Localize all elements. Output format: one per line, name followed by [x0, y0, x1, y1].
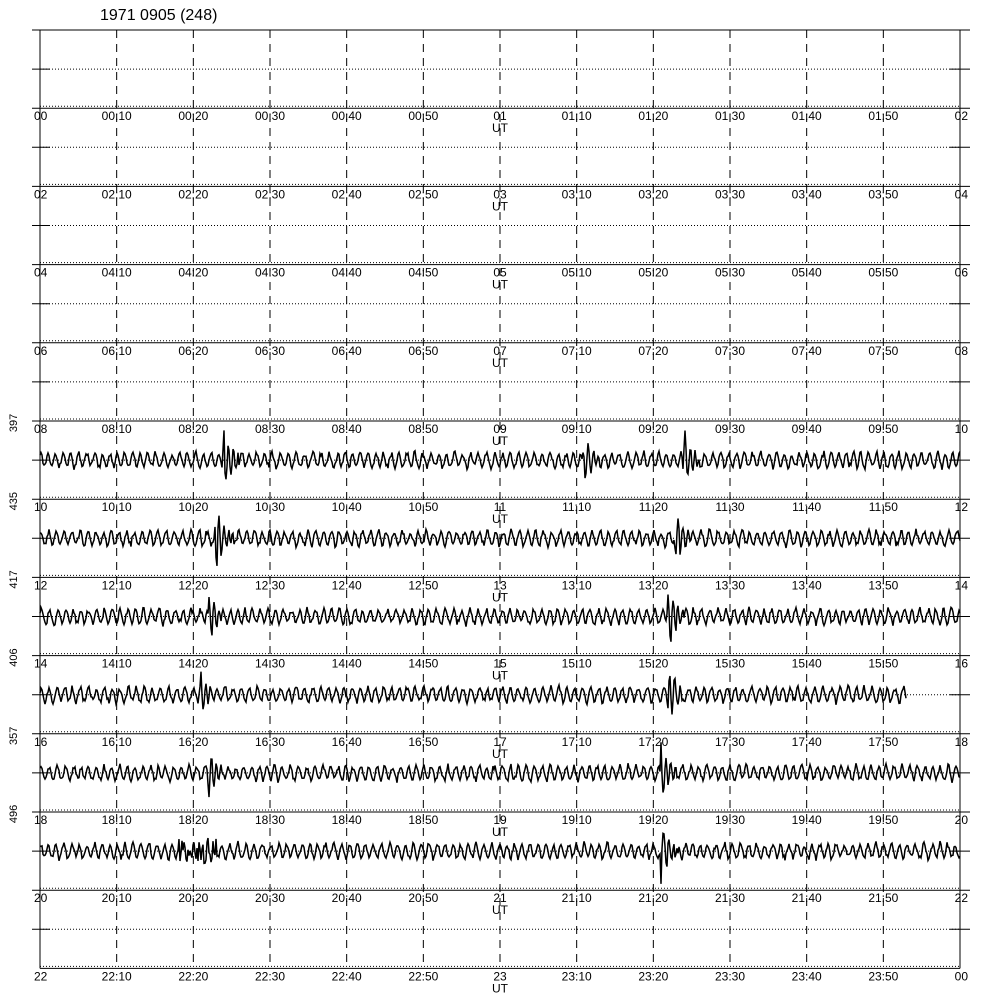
tick-label-row-4-10: 09:40	[791, 422, 822, 436]
tick-label-row-7-2: 14:20	[178, 656, 209, 671]
tick-label-row-8-2: 16:20	[178, 734, 209, 749]
amplitude-label-row-10: 496	[8, 804, 20, 824]
tick-label-row-3-1: 06:10	[101, 343, 132, 358]
tick-label-row-3-9: 07:30	[714, 343, 746, 358]
tick-label-row-11-11: 23:50	[868, 969, 899, 984]
tick-label-row-8-10: 17:40	[791, 734, 822, 749]
tick-label-row-11-7: 23:10	[561, 969, 592, 984]
tick-label-row-5-7: 11:10	[562, 500, 592, 515]
tick-label-row-1-9: 03:30	[714, 187, 746, 202]
tick-label-row-0-6: 01	[493, 109, 507, 124]
tick-label-row-3-4: 06:40	[331, 343, 362, 358]
tick-label-row-9-12: 20	[954, 813, 968, 827]
tick-label-row-0-0: 00	[34, 109, 48, 124]
axis-label-ut-row-2: UT	[492, 277, 508, 292]
tick-label-row-10-3: 20:30	[254, 891, 286, 906]
tick-label-row-10-4: 20:40	[331, 891, 362, 906]
tick-label-row-3-8: 07:20	[638, 343, 669, 358]
tick-label-row-10-8: 21:20	[638, 891, 669, 906]
tick-label-row-5-10: 11:40	[792, 500, 822, 515]
tick-label-row-3-5: 06:50	[408, 343, 439, 358]
axis-label-ut-row-4: UT	[492, 434, 508, 448]
tick-label-row-5-2: 10:20	[178, 500, 209, 515]
tick-label-row-2-9: 05:30	[714, 265, 746, 280]
tick-label-row-7-12: 16	[954, 656, 968, 671]
tick-label-row-0-5: 00:50	[408, 109, 439, 124]
tick-label-row-2-8: 05:20	[638, 265, 669, 280]
tick-label-row-7-7: 15:10	[561, 656, 592, 671]
tick-label-row-1-10: 03:40	[791, 187, 822, 202]
tick-label-row-10-0: 20	[34, 891, 48, 906]
tick-label-row-8-11: 17:50	[868, 734, 899, 749]
tick-label-row-5-12: 12	[954, 500, 968, 515]
tick-label-row-5-11: 11:50	[868, 500, 898, 515]
tick-label-row-9-10: 19:40	[791, 813, 822, 827]
trace-row-8	[40, 672, 906, 715]
tick-label-row-9-3: 18:30	[254, 813, 286, 827]
tick-label-row-7-10: 15:40	[791, 656, 822, 671]
tick-label-row-11-6: 23	[493, 969, 507, 984]
amplitude-label-row-6: 435	[8, 492, 20, 511]
tick-label-row-2-12: 06	[954, 265, 968, 280]
tick-label-row-5-0: 10	[34, 500, 48, 515]
tick-label-row-8-1: 16:10	[101, 734, 132, 749]
tick-label-row-1-5: 02:50	[408, 187, 439, 202]
tick-label-row-9-4: 18:40	[331, 813, 362, 827]
axis-label-ut-row-3: UT	[492, 355, 508, 370]
tick-label-row-4-3: 08:30	[254, 422, 286, 436]
tick-label-row-8-12: 18	[954, 734, 968, 749]
tick-label-row-6-3: 12:30	[254, 578, 286, 593]
tick-label-row-6-7: 13:10	[561, 578, 592, 593]
tick-label-row-0-9: 01:30	[714, 109, 746, 124]
amplitude-label-row-5: 397	[8, 413, 20, 433]
tick-label-row-0-11: 01:50	[868, 109, 899, 124]
axis-label-ut-row-9: UT	[492, 825, 508, 839]
tick-label-row-8-8: 17:20	[638, 734, 669, 749]
tick-label-row-6-10: 13:40	[791, 578, 822, 593]
tick-label-row-9-6: 19	[493, 813, 507, 827]
tick-label-row-3-10: 07:40	[791, 343, 822, 358]
tick-label-row-3-11: 07:50	[868, 343, 899, 358]
tick-label-row-1-8: 03:20	[638, 187, 669, 202]
tick-label-row-3-3: 06:30	[254, 343, 286, 358]
axis-label-ut-row-10: UT	[492, 903, 508, 918]
tick-label-row-6-5: 12:50	[408, 578, 439, 593]
tick-label-row-11-1: 22:10	[101, 969, 132, 984]
tick-label-row-4-1: 08:10	[101, 422, 132, 436]
tick-label-row-7-1: 14:10	[101, 656, 132, 671]
tick-label-row-4-8: 09:20	[638, 422, 669, 436]
tick-label-row-7-11: 15:50	[868, 656, 899, 671]
tick-label-row-11-10: 23:40	[791, 969, 822, 984]
axis-label-ut-row-8: UT	[492, 746, 508, 761]
tick-label-row-5-6: 11	[493, 500, 507, 515]
tick-label-row-9-8: 19:20	[638, 813, 669, 827]
tick-label-row-1-2: 02:20	[178, 187, 209, 202]
tick-label-row-2-4: 04:40	[331, 265, 362, 280]
tick-label-row-5-8: 11:20	[638, 500, 668, 515]
tick-label-row-6-9: 13:30	[714, 578, 746, 593]
tick-label-row-7-9: 15:30	[714, 656, 746, 671]
tick-label-row-11-4: 22:40	[331, 969, 362, 984]
axis-label-ut-row-0: UT	[492, 121, 508, 136]
tick-label-row-2-2: 04:20	[178, 265, 209, 280]
tick-label-row-2-7: 05:10	[561, 265, 592, 280]
tick-label-row-0-2: 00:20	[178, 109, 209, 124]
tick-label-row-1-3: 02:30	[254, 187, 286, 202]
tick-label-row-9-0: 18	[34, 813, 48, 827]
tick-label-row-8-7: 17:10	[561, 734, 592, 749]
tick-label-row-6-12: 14	[954, 578, 968, 593]
tick-label-row-11-12: 00	[954, 969, 968, 984]
tick-label-row-0-12: 02	[954, 109, 968, 124]
tick-label-row-7-8: 15:20	[638, 656, 669, 671]
tick-label-row-6-11: 13:50	[868, 578, 899, 593]
tick-label-row-5-3: 10:30	[254, 500, 286, 515]
tick-label-row-4-0: 08	[34, 422, 48, 436]
tick-label-row-11-0: 22	[34, 969, 48, 984]
tick-label-row-9-1: 18:10	[101, 813, 132, 827]
tick-label-row-11-9: 23:30	[714, 969, 746, 984]
tick-label-row-8-6: 17	[493, 734, 507, 749]
tick-label-row-11-3: 22:30	[254, 969, 286, 984]
tick-label-row-4-4: 08:40	[331, 422, 362, 436]
tick-label-row-10-6: 21	[493, 891, 507, 906]
tick-label-row-1-11: 03:50	[868, 187, 899, 202]
tick-label-row-1-0: 02	[34, 187, 48, 202]
tick-label-row-10-5: 20:50	[408, 891, 439, 906]
tick-label-row-1-12: 04	[954, 187, 968, 202]
tick-label-row-4-11: 09:50	[868, 422, 899, 436]
tick-label-row-3-2: 06:20	[178, 343, 209, 358]
amplitude-label-row-7: 417	[8, 570, 20, 589]
axis-label-ut-row-7: UT	[492, 668, 508, 683]
tick-label-row-3-12: 08	[954, 343, 968, 358]
tick-label-row-10-10: 21:40	[791, 891, 822, 906]
tick-label-row-8-4: 16:40	[331, 734, 362, 749]
tick-label-row-0-7: 01:10	[561, 109, 592, 124]
tick-label-row-5-1: 10:10	[101, 500, 132, 515]
tick-label-row-7-0: 14	[34, 656, 48, 671]
axis-label-ut-row-1: UT	[492, 199, 508, 214]
tick-label-row-10-12: 22	[954, 891, 968, 906]
tick-label-row-7-4: 14:40	[331, 656, 362, 671]
tick-label-row-6-0: 12	[34, 578, 48, 593]
tick-label-row-7-6: 15	[493, 656, 507, 671]
tick-label-row-2-1: 04:10	[101, 265, 132, 280]
tick-label-row-2-5: 04:50	[408, 265, 439, 280]
tick-label-row-6-1: 12:10	[101, 578, 132, 593]
tick-label-row-2-0: 04	[34, 265, 48, 280]
tick-label-row-3-7: 07:10	[561, 343, 592, 358]
tick-label-row-10-2: 20:20	[178, 891, 209, 906]
tick-label-row-8-5: 16:50	[408, 734, 439, 749]
chart-title: 1971 0905 (248)	[100, 7, 218, 24]
tick-label-row-2-3: 04:30	[254, 265, 286, 280]
tick-label-row-0-8: 01:20	[638, 109, 669, 124]
tick-label-row-8-0: 16	[34, 734, 48, 749]
tick-label-row-4-2: 08:20	[178, 422, 209, 436]
tick-label-row-9-2: 18:20	[178, 813, 209, 827]
axis-label-ut-row-11: UT	[492, 981, 508, 996]
amplitude-label-row-8: 406	[8, 648, 20, 667]
tick-label-row-9-9: 19:30	[714, 813, 746, 827]
tick-label-row-4-7: 09:10	[561, 422, 592, 436]
tick-label-row-11-8: 23:20	[638, 969, 669, 984]
tick-label-row-4-9: 09:30	[714, 422, 746, 436]
axis-label-ut-row-6: UT	[492, 590, 508, 605]
amplitude-label-row-9: 357	[8, 726, 20, 745]
tick-label-row-3-6: 07	[493, 343, 507, 358]
tick-label-row-2-6: 05	[493, 265, 507, 280]
tick-label-row-9-7: 19:10	[561, 813, 592, 827]
tick-label-row-6-8: 13:20	[638, 578, 669, 593]
tick-label-row-11-2: 22:20	[178, 969, 209, 984]
tick-label-row-5-9: 11:30	[715, 500, 745, 515]
tick-label-row-5-5: 10:50	[408, 500, 439, 515]
tick-label-row-4-12: 10	[954, 422, 968, 436]
tick-label-row-4-5: 08:50	[408, 422, 439, 436]
tick-label-row-0-3: 00:30	[254, 109, 286, 124]
tick-label-row-0-1: 00:10	[101, 109, 132, 124]
tick-label-row-10-7: 21:10	[561, 891, 592, 906]
tick-label-row-6-2: 12:20	[178, 578, 209, 593]
tick-label-row-1-4: 02:40	[331, 187, 362, 202]
tick-label-row-2-11: 05:50	[868, 265, 899, 280]
axis-label-ut-row-5: UT	[492, 512, 508, 527]
tick-label-row-8-9: 17:30	[714, 734, 746, 749]
tick-label-row-9-11: 19:50	[868, 813, 899, 827]
tick-label-row-8-3: 16:30	[254, 734, 286, 749]
tick-labels	[8, 109, 968, 995]
tick-label-row-6-4: 12:40	[331, 578, 362, 593]
tick-label-row-1-6: 03	[493, 187, 507, 202]
tick-label-row-6-6: 13	[493, 578, 507, 593]
tick-label-row-1-7: 03:10	[561, 187, 592, 202]
tick-label-row-7-3: 14:30	[254, 656, 286, 671]
tick-label-row-10-11: 21:50	[868, 891, 899, 906]
tick-label-row-11-5: 22:50	[408, 969, 439, 984]
tick-label-row-5-4: 10:40	[331, 500, 362, 515]
tick-label-row-1-1: 02:10	[101, 187, 132, 202]
tick-label-row-4-6: 09	[493, 422, 507, 436]
tick-label-row-3-0: 06	[34, 343, 48, 358]
tick-label-row-0-4: 00:40	[331, 109, 362, 124]
tick-label-row-10-9: 21:30	[714, 891, 746, 906]
tick-label-row-10-1: 20:10	[101, 891, 132, 906]
tick-label-row-2-10: 05:40	[791, 265, 822, 280]
tick-label-row-0-10: 01:40	[791, 109, 822, 124]
tick-label-row-9-5: 18:50	[408, 813, 439, 827]
tick-label-row-7-5: 14:50	[408, 656, 439, 671]
